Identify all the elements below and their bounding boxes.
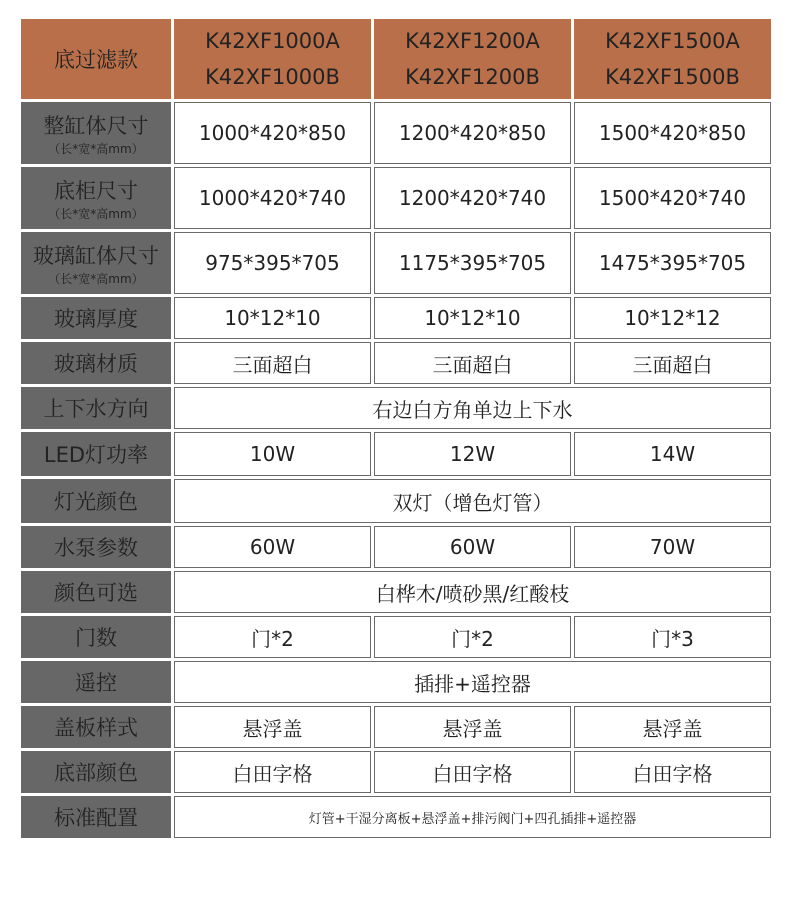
spec-cell: 1200*420*740 bbox=[374, 167, 571, 229]
spec-row-cabinet-size bbox=[21, 167, 771, 229]
spec-cell: 三面超白 bbox=[174, 342, 371, 384]
row-label: 标准配置 bbox=[21, 796, 171, 838]
spec-cell: 70W bbox=[574, 526, 771, 568]
spec-cell-merged: 白桦木/喷砂黑/红酸枝 bbox=[174, 571, 771, 613]
model-header bbox=[374, 19, 571, 99]
model-code: K42XF1000B bbox=[205, 65, 340, 89]
model-code: K42XF1500B bbox=[605, 65, 740, 89]
spec-row-glass-thickness bbox=[21, 297, 771, 339]
spec-row-tank-size bbox=[21, 102, 771, 164]
header-label: 底过滤款 bbox=[21, 19, 171, 99]
spec-cell: 12W bbox=[374, 432, 571, 476]
spec-cell: 三面超白 bbox=[574, 342, 771, 384]
spec-cell: 1475*395*705 bbox=[574, 232, 771, 294]
model-header bbox=[574, 19, 771, 99]
spec-cell: 1000*420*740 bbox=[174, 167, 371, 229]
spec-cell: 白田字格 bbox=[174, 751, 371, 793]
spec-cell-merged: 双灯（增色灯管） bbox=[174, 479, 771, 523]
spec-cell: 白田字格 bbox=[374, 751, 571, 793]
model-code: K42XF1500A bbox=[605, 29, 740, 53]
spec-cell: 悬浮盖 bbox=[574, 706, 771, 748]
spec-cell: 1500*420*740 bbox=[574, 167, 771, 229]
spec-row-light-color bbox=[21, 479, 771, 523]
spec-cell: 悬浮盖 bbox=[174, 706, 371, 748]
row-label: 颜色可选 bbox=[21, 571, 171, 613]
spec-cell: 三面超白 bbox=[374, 342, 571, 384]
row-label: 玻璃材质 bbox=[21, 342, 171, 384]
model-header bbox=[174, 19, 371, 99]
spec-row-bottom-color bbox=[21, 751, 771, 793]
header-row bbox=[21, 19, 771, 99]
spec-cell-merged: 插排+遥控器 bbox=[174, 661, 771, 703]
spec-cell: 悬浮盖 bbox=[374, 706, 571, 748]
row-label-unit: （长*宽*高mm） bbox=[48, 207, 144, 221]
row-label-text: 底柜尺寸 bbox=[54, 179, 138, 203]
spec-row-led-power bbox=[21, 432, 771, 476]
spec-row-standard-config bbox=[21, 796, 771, 838]
row-label: LED灯功率 bbox=[21, 432, 171, 476]
row-label-text: 整缸体尺寸 bbox=[43, 114, 149, 138]
spec-cell: 1175*395*705 bbox=[374, 232, 571, 294]
spec-table bbox=[18, 16, 774, 841]
spec-cell: 10*12*12 bbox=[574, 297, 771, 339]
row-label-unit: （长*宽*高mm） bbox=[48, 142, 144, 156]
row-label: 底部颜色 bbox=[21, 751, 171, 793]
spec-row-pump bbox=[21, 526, 771, 568]
row-label bbox=[21, 102, 171, 164]
row-label-text: 玻璃缸体尺寸 bbox=[33, 244, 159, 268]
spec-cell-merged: 右边白方角单边上下水 bbox=[174, 387, 771, 429]
spec-cell: 门*2 bbox=[174, 616, 371, 658]
spec-cell: 60W bbox=[374, 526, 571, 568]
spec-row-cover-style bbox=[21, 706, 771, 748]
spec-row-glass-size bbox=[21, 232, 771, 294]
spec-row-remote bbox=[21, 661, 771, 703]
spec-cell: 1200*420*850 bbox=[374, 102, 571, 164]
spec-cell: 白田字格 bbox=[574, 751, 771, 793]
spec-cell: 门*3 bbox=[574, 616, 771, 658]
spec-cell: 60W bbox=[174, 526, 371, 568]
spec-cell: 10*12*10 bbox=[374, 297, 571, 339]
spec-cell: 975*395*705 bbox=[174, 232, 371, 294]
spec-cell: 门*2 bbox=[374, 616, 571, 658]
row-label: 遥控 bbox=[21, 661, 171, 703]
spec-cell: 1500*420*850 bbox=[574, 102, 771, 164]
row-label: 盖板样式 bbox=[21, 706, 171, 748]
row-label: 门数 bbox=[21, 616, 171, 658]
spec-row-doors bbox=[21, 616, 771, 658]
row-label: 玻璃厚度 bbox=[21, 297, 171, 339]
row-label-unit: （长*宽*高mm） bbox=[48, 272, 144, 286]
spec-cell: 10*12*10 bbox=[174, 297, 371, 339]
row-label: 水泵参数 bbox=[21, 526, 171, 568]
row-label bbox=[21, 167, 171, 229]
model-code: K42XF1000A bbox=[205, 29, 340, 53]
spec-cell: 14W bbox=[574, 432, 771, 476]
spec-cell: 1000*420*850 bbox=[174, 102, 371, 164]
spec-cell-merged: 灯管+干湿分离板+悬浮盖+排污阀门+四孔插排+遥控器 bbox=[174, 796, 771, 838]
spec-row-color-options bbox=[21, 571, 771, 613]
spec-row-glass-material bbox=[21, 342, 771, 384]
model-code: K42XF1200A bbox=[405, 29, 540, 53]
row-label bbox=[21, 232, 171, 294]
row-label: 上下水方向 bbox=[21, 387, 171, 429]
model-code: K42XF1200B bbox=[405, 65, 540, 89]
spec-cell: 10W bbox=[174, 432, 371, 476]
row-label: 灯光颜色 bbox=[21, 479, 171, 523]
spec-row-plumbing bbox=[21, 387, 771, 429]
